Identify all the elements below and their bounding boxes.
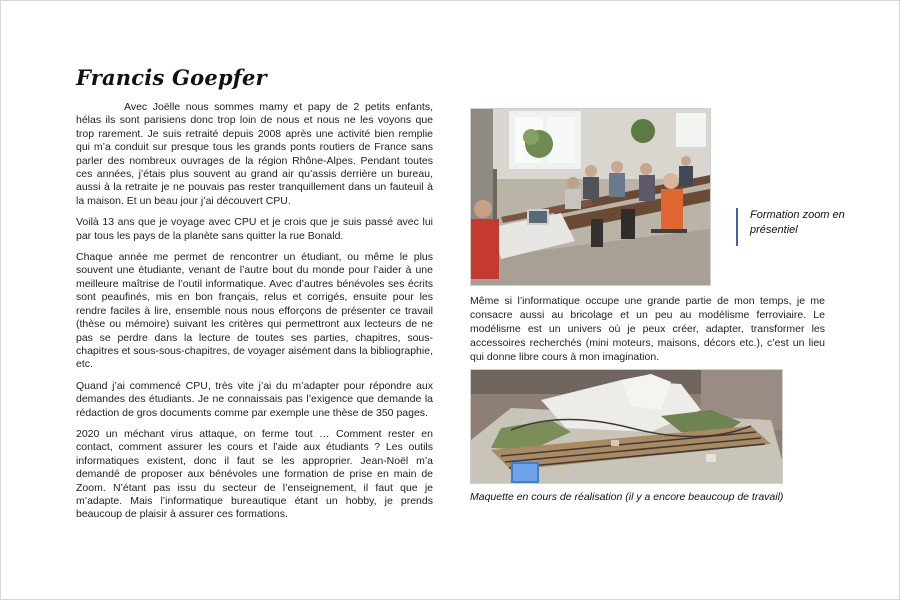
photo-caption-bottom: Maquette en cours de réalisation (il y a encore beaucoup de travail)	[470, 491, 784, 503]
paragraph-hobby: Même si l’informatique occupe une grande partie de mon temps, je me consacre aussi au bricolage et un peu au modélisme ferroviaire. Le modélisme est un univers où je peux créer, adapter, transformer les accessoires recherchés (mini moteurs, maisons, décors etc.), c’est un lieu qui donne libre cours à mon imagination.	[470, 295, 825, 363]
model-railway-photo	[470, 369, 783, 484]
classroom-photo	[470, 108, 711, 286]
paragraph-intro: Avec Joëlle nous sommes mamy et papy de 2 petits enfants, hélas ils sont parisiens donc trop loin de nous et nous ne les voyons que trop rarement. Je suis retraité depuis 2008 après une activité bien remplie qui m’a conduit sur presque tous les grands ponts routiers de France sans parler des nombreux ouvrages de la région Rhône-Alpes. Pendant toutes ces années, j’étais plus souvent au grand air qu’assis derrière un bureau, aussi à la retraite je ne pouvais pas rester tranquillement dans un fauteuil à la maison. Et un beau jour j’ai découvert CPU.	[76, 101, 433, 207]
paragraph-adapt: Quand j’ai commencé CPU, très vite j’ai du m’adapter pour répondre aux demandes des étudiants. Je ne connaissais pas l’exigence que demande la rédaction de gros documents comme par exemple une thèse de 350 pages.	[76, 379, 433, 419]
paragraph-students: Chaque année me permet de rencontrer un étudiant, ou même le plus souvent une étudiante, venant de l’autre bout du monde pour l’aider à une meilleure maîtrise de l’outil informatique. Avec d’autres bénévoles ses écrits sont peaufinés, mis en bon français, relus et corrigés, ensuite pour les rendre faciles à lire, ensemble nous nous efforçons de présenter ce travail (thèse ou mémoire) suivant les critères qui permettront aux lecteurs de ne pas se perdre dans la lecture de toutes ses parties, chapitres, sous-chapitres et sous-sous-chapitres, de voyager aisément dans la bibliographie, etc.	[76, 251, 433, 371]
left-column	[76, 101, 433, 530]
photo-caption-side: Formation zoom en présentiel	[736, 208, 868, 246]
paragraph-virus: 2020 un méchant virus attaque, on ferme tout … Comment rester en contact, comment assurer les cours et l’aide aux étudiants ? Les outils informatiques existent, donc il faut se les approprier. Jean-Noël m’a demandé de proposer aux bénévoles une formation de prise en main de Zoom. N’étant pas issu du secteur de l’enseignement, il faut que je m’adapte. Mais l’informatique bureautique étant un hobby, je prends beaucoup de plaisir à assurer ces formations.	[76, 427, 433, 521]
paragraph-cpu-years: Voilà 13 ans que je voyage avec CPU et je crois que je suis passé avec lui par tous les pays de la planète sans quitter la rue Bonald.	[76, 216, 433, 242]
page-title: Francis Goepfer	[76, 65, 267, 90]
